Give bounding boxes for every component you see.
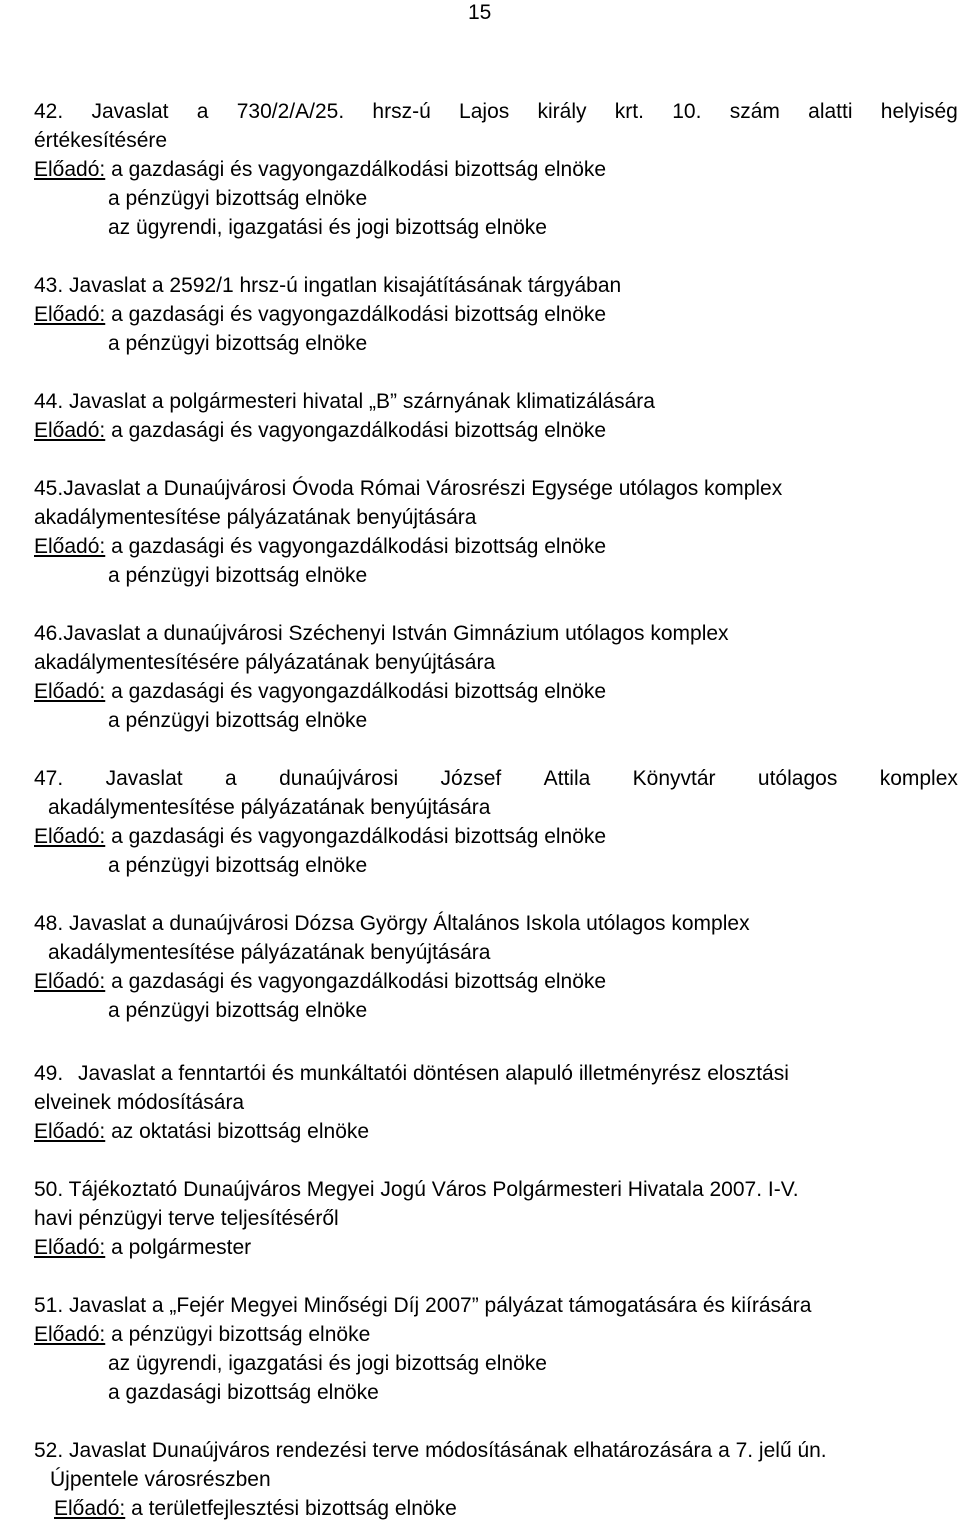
title-word: Javaslat (105, 767, 183, 790)
presenter-name: a gazdasági és vagyongazdálkodási bizottság elnöke (111, 970, 607, 993)
presenter-name: a pénzügyi bizottság elnöke (108, 999, 368, 1022)
presenter-line (34, 532, 606, 561)
presenter-label: Előadó: (34, 303, 106, 326)
item-number: 44. (34, 390, 64, 413)
item-title-line (34, 1291, 811, 1320)
item-title-line: elveinek módosítására (34, 1091, 245, 1114)
title-word: utólagos (757, 767, 838, 790)
item-title: Javaslat a polgármesteri hivatal „B” szárnyának klimatizálására (69, 390, 655, 413)
title-word: szám (729, 100, 780, 123)
title-word: József (440, 767, 502, 790)
presenter-name: a gazdasági és vagyongazdálkodási bizottság elnöke (111, 535, 607, 558)
item-title: Javaslat a Dunaújvárosi Óvoda Római Városrészi Egysége utólagos komplex (63, 477, 783, 500)
presenter-name: a pénzügyi bizottság elnöke (108, 709, 368, 732)
title-word: 10. (672, 100, 702, 123)
item-title-line: akadálymentesítése pályázatának benyújtására (34, 506, 477, 529)
item-title-line: akadálymentesítése pályázatának benyújtására (48, 941, 491, 964)
item-title: Javaslat a 2592/1 hrsz-ú ingatlan kisajátításának tárgyában (69, 274, 622, 297)
item-title-line (34, 619, 729, 648)
item-number: 42. (34, 100, 64, 123)
presenter-line (34, 416, 606, 445)
item-title-line (34, 97, 958, 126)
title-word: Attila (543, 767, 591, 790)
presenter-line (54, 1494, 457, 1523)
title-word: helyiség (880, 100, 958, 123)
presenter-line (34, 677, 606, 706)
item-number: 45. (34, 477, 64, 500)
presenter-label: Előadó: (34, 825, 106, 848)
title-word: alatti (808, 100, 853, 123)
title-word: dunaújvárosi (279, 767, 399, 790)
presenter-label: Előadó: (34, 970, 106, 993)
item-title-line: Újpentele városrészben (50, 1468, 271, 1491)
presenter-name: az oktatási bizottság elnöke (111, 1120, 370, 1143)
presenter-name: a területfejlesztési bizottság elnöke (131, 1497, 457, 1520)
title-word: Lajos (459, 100, 510, 123)
presenter-name: a gazdasági és vagyongazdálkodási bizottság elnöke (111, 680, 607, 703)
title-word: király (537, 100, 587, 123)
presenter-label: Előadó: (34, 535, 106, 558)
item-title-line: havi pénzügyi terve teljesítéséről (34, 1207, 339, 1230)
presenter-label: Előadó: (54, 1497, 126, 1520)
presenter-name: a gazdasági bizottság elnöke (108, 1381, 379, 1404)
item-title-line: értékesítésére (34, 129, 168, 152)
title-word: Könyvtár (632, 767, 716, 790)
page-number: 15 (468, 1, 492, 24)
presenter-name: a polgármester (111, 1236, 252, 1259)
item-number: 50. (34, 1178, 64, 1201)
title-word: 730/2/A/25. (236, 100, 345, 123)
presenter-label: Előadó: (34, 419, 106, 442)
presenter-name: a pénzügyi bizottság elnöke (108, 187, 368, 210)
item-title: Javaslat a dunaújvárosi Széchenyi István Gimnázium utólagos komplex (63, 622, 729, 645)
presenter-name: a gazdasági és vagyongazdálkodási bizottság elnöke (111, 158, 607, 181)
item-title: Javaslat a fenntartói és munkáltatói döntésen alapuló illetményrész elosztási (78, 1062, 789, 1085)
item-number: 46. (34, 622, 64, 645)
title-word: a (225, 767, 237, 790)
presenter-name: a pénzügyi bizottság elnöke (108, 332, 368, 355)
presenter-name: az ügyrendi, igazgatási és jogi bizottság elnöke (108, 1352, 547, 1375)
item-title-line (34, 764, 958, 793)
item-title-line (34, 387, 655, 416)
presenter-line (34, 967, 606, 996)
presenter-line (34, 300, 606, 329)
item-title: Tájékoztató Dunaújváros Megyei Jogú Város Polgármesteri Hivatala 2007. I-V. (68, 1178, 799, 1201)
item-number: 48. (34, 912, 64, 935)
item-title-line (34, 1436, 827, 1465)
presenter-line (34, 1320, 370, 1349)
presenter-label: Előadó: (34, 680, 106, 703)
title-word: a (196, 100, 209, 123)
presenter-label: Előadó: (34, 1120, 106, 1143)
item-number: 52. (34, 1439, 64, 1462)
presenter-line (34, 822, 606, 851)
item-title: Javaslat Dunaújváros rendezési terve módosításának elhatározására a 7. jelű ún. (69, 1439, 827, 1462)
title-word: komplex (879, 767, 958, 790)
presenter-name: a pénzügyi bizottság elnöke (108, 854, 368, 877)
presenter-line (34, 1233, 251, 1262)
item-title-line (34, 474, 782, 503)
presenter-line (34, 1117, 369, 1146)
presenter-name: a gazdasági és vagyongazdálkodási bizottság elnöke (111, 303, 607, 326)
presenter-label: Előadó: (34, 1323, 106, 1346)
item-title: Javaslat a dunaújvárosi Dózsa György Általános Iskola utólagos komplex (69, 912, 750, 935)
item-title-line (34, 1175, 799, 1204)
item-number: 47. (34, 767, 64, 790)
item-title-line: akadálymentesítésére pályázatának benyújtására (34, 651, 496, 674)
item-number: 51. (34, 1294, 64, 1317)
item-number: 43. (34, 274, 64, 297)
item-title-line (34, 909, 750, 938)
presenter-name: a pénzügyi bizottság elnöke (111, 1323, 371, 1346)
presenter-name: a gazdasági és vagyongazdálkodási bizottság elnöke (111, 419, 607, 442)
item-title-line: akadálymentesítése pályázatának benyújtására (48, 796, 491, 819)
presenter-line (34, 155, 606, 184)
title-word: Javaslat (91, 100, 169, 123)
presenter-name: az ügyrendi, igazgatási és jogi bizottság elnöke (108, 216, 547, 239)
presenter-label: Előadó: (34, 158, 106, 181)
presenter-label: Előadó: (34, 1236, 106, 1259)
item-title-line (34, 271, 621, 300)
presenter-name: a pénzügyi bizottság elnöke (108, 564, 368, 587)
presenter-name: a gazdasági és vagyongazdálkodási bizottság elnöke (111, 825, 607, 848)
item-number: 49. (34, 1062, 64, 1085)
title-word: krt. (614, 100, 644, 123)
title-word: hrsz-ú (372, 100, 431, 123)
item-title: Javaslat a „Fejér Megyei Minőségi Díj 2007” pályázat támogatására és kiírására (69, 1294, 812, 1317)
